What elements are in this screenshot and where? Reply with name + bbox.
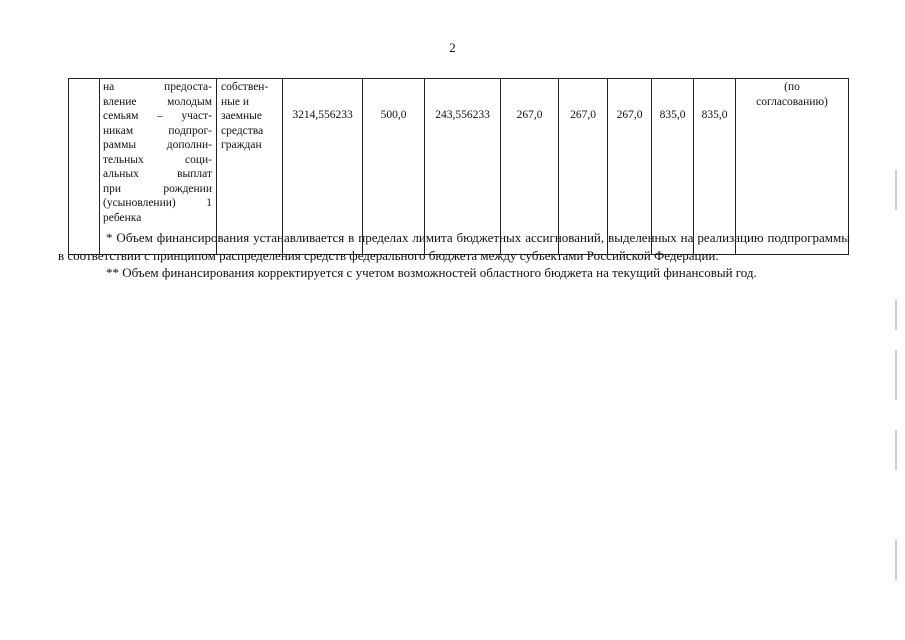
footnotes — [58, 229, 850, 282]
description-line: при рождении — [103, 182, 212, 195]
scan-artifact — [895, 350, 897, 400]
description-line: (усыновлении) 1 — [103, 197, 212, 209]
note-line: (по — [784, 81, 800, 93]
scan-artifact — [895, 430, 897, 470]
footnote-2: ** Объем финансирования корректируется с учетом возможностей областного бюджета на текущий финансовый год. — [106, 265, 757, 280]
amount-cell: 267,0 — [559, 79, 608, 255]
amount-cell: 835,0 — [652, 79, 694, 255]
description-line: семьям – участ- — [103, 110, 212, 122]
note-line: согласованию) — [756, 95, 828, 108]
footnote-1: * Объем финансирования устанавливается в пределах лимита бюджетных ассигнований, выделенных на реализацию подпрограммы в соответствии с принципом распределения средств федерального бюджета между субъектами Российской Федерации. — [58, 230, 850, 263]
source-line: средства — [221, 124, 264, 137]
source-line: ные и — [221, 95, 250, 108]
source-line: собствен- — [221, 81, 269, 93]
source-line: заемные — [221, 110, 263, 122]
scan-artifact — [895, 540, 897, 580]
source-line: граждан — [221, 139, 262, 151]
amount-cell: 500,0 — [363, 79, 425, 255]
amount-cell: 267,0 — [501, 79, 559, 255]
page-number: 2 — [449, 40, 456, 55]
amount-cell: 835,0 — [694, 79, 736, 255]
total-amount-cell: 3214,556233 — [283, 79, 363, 255]
amount-cell: 267,0 — [608, 79, 652, 255]
description-line: тельных соци- — [103, 153, 212, 166]
scan-artifact — [895, 300, 897, 330]
description-line: раммы дополни- — [103, 139, 212, 151]
description-line: ребенка — [103, 211, 142, 224]
amount-cell: 243,556233 — [425, 79, 501, 255]
scan-artifact — [895, 170, 897, 210]
description-line: никам подпрог- — [103, 124, 212, 137]
description-line: на предоста- — [103, 81, 212, 93]
description-line: вление молодым — [103, 95, 212, 108]
description-line: альных выплат — [103, 168, 212, 180]
